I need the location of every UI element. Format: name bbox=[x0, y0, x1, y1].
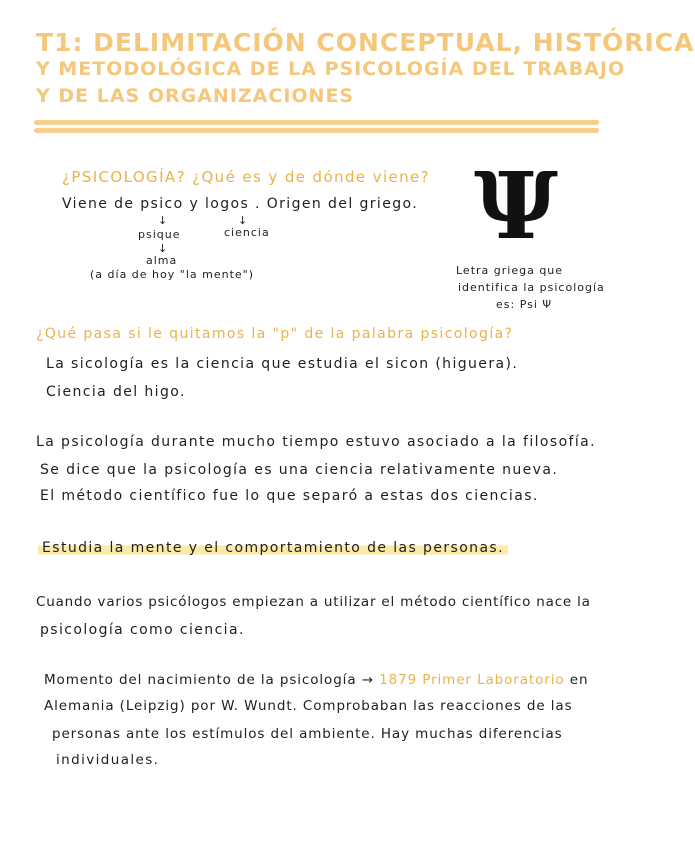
psi-icon: Ψ bbox=[474, 152, 559, 260]
birth-date-highlight: 1879 Primer Laboratorio bbox=[379, 672, 565, 688]
philosophy-line-3: El método científico fue lo que separó a estas dos ciencias. bbox=[40, 488, 539, 504]
philosophy-line-1: La psicología durante mucho tiempo estuvo asociado a la filosofía. bbox=[36, 434, 596, 450]
mente-note: (a día de hoy "la mente") bbox=[90, 268, 254, 281]
intro-question: ¿PSICOLOGÍA? ¿Qué es y de dónde viene? bbox=[62, 168, 431, 186]
psique-label: psique bbox=[138, 228, 181, 241]
ciencia-label: ciencia bbox=[224, 226, 270, 239]
philosophy-line-2: Se dice que la psicología es una ciencia relativamente nueva. bbox=[40, 462, 559, 478]
title-underline-1 bbox=[34, 120, 599, 125]
arrow-logos: ↓ bbox=[238, 214, 249, 227]
birth-line-4: individuales. bbox=[56, 752, 160, 768]
birth-line-1-prefix: Momento del nacimiento de la psicología → bbox=[44, 672, 374, 688]
psi-caption-2: identifica la psicología bbox=[458, 281, 605, 294]
p-answer-1: La sicología es la ciencia que estudia el sicon (higuera). bbox=[46, 356, 519, 372]
studies-statement bbox=[38, 540, 508, 556]
birth-line-1 bbox=[44, 672, 588, 688]
p-answer-2: Ciencia del higo. bbox=[46, 384, 186, 400]
psi-caption-1: Letra griega que bbox=[456, 264, 564, 277]
page-title-line-1: T1: DELIMITACIÓN CONCEPTUAL, HISTÓRICA bbox=[36, 28, 695, 57]
science-line-1: Cuando varios psicólogos empiezan a utilizar el método científico nace la bbox=[36, 594, 591, 610]
alma-label: alma bbox=[146, 254, 178, 267]
birth-line-2: Alemania (Leipzig) por W. Wundt. Comprobaban las reacciones de las bbox=[44, 698, 573, 714]
psi-caption-3: es: Psi Ψ bbox=[496, 298, 553, 311]
birth-line-1-suffix: en bbox=[569, 672, 589, 688]
page-title-line-2: Y METODOLÓGICA DE LA PSICOLOGÍA DEL TRABAJO bbox=[36, 58, 626, 80]
p-question: ¿Qué pasa si le quitamos la "p" de la palabra psicología? bbox=[36, 326, 514, 342]
title-underline-2 bbox=[34, 128, 599, 133]
birth-line-3: personas ante los estímulos del ambiente. Hay muchas diferencias bbox=[52, 726, 563, 742]
arrow-psico: ↓ bbox=[158, 214, 169, 227]
page-title-line-3: Y DE LAS ORGANIZACIONES bbox=[36, 85, 355, 107]
science-line-2: psicología como ciencia. bbox=[40, 622, 245, 638]
studies-highlight: Estudia la mente y el comportamiento de las personas. bbox=[38, 540, 508, 556]
arrow-psique: ↓ bbox=[158, 242, 169, 255]
origin-line: Viene de psico y logos . Origen del griego. bbox=[62, 196, 419, 212]
